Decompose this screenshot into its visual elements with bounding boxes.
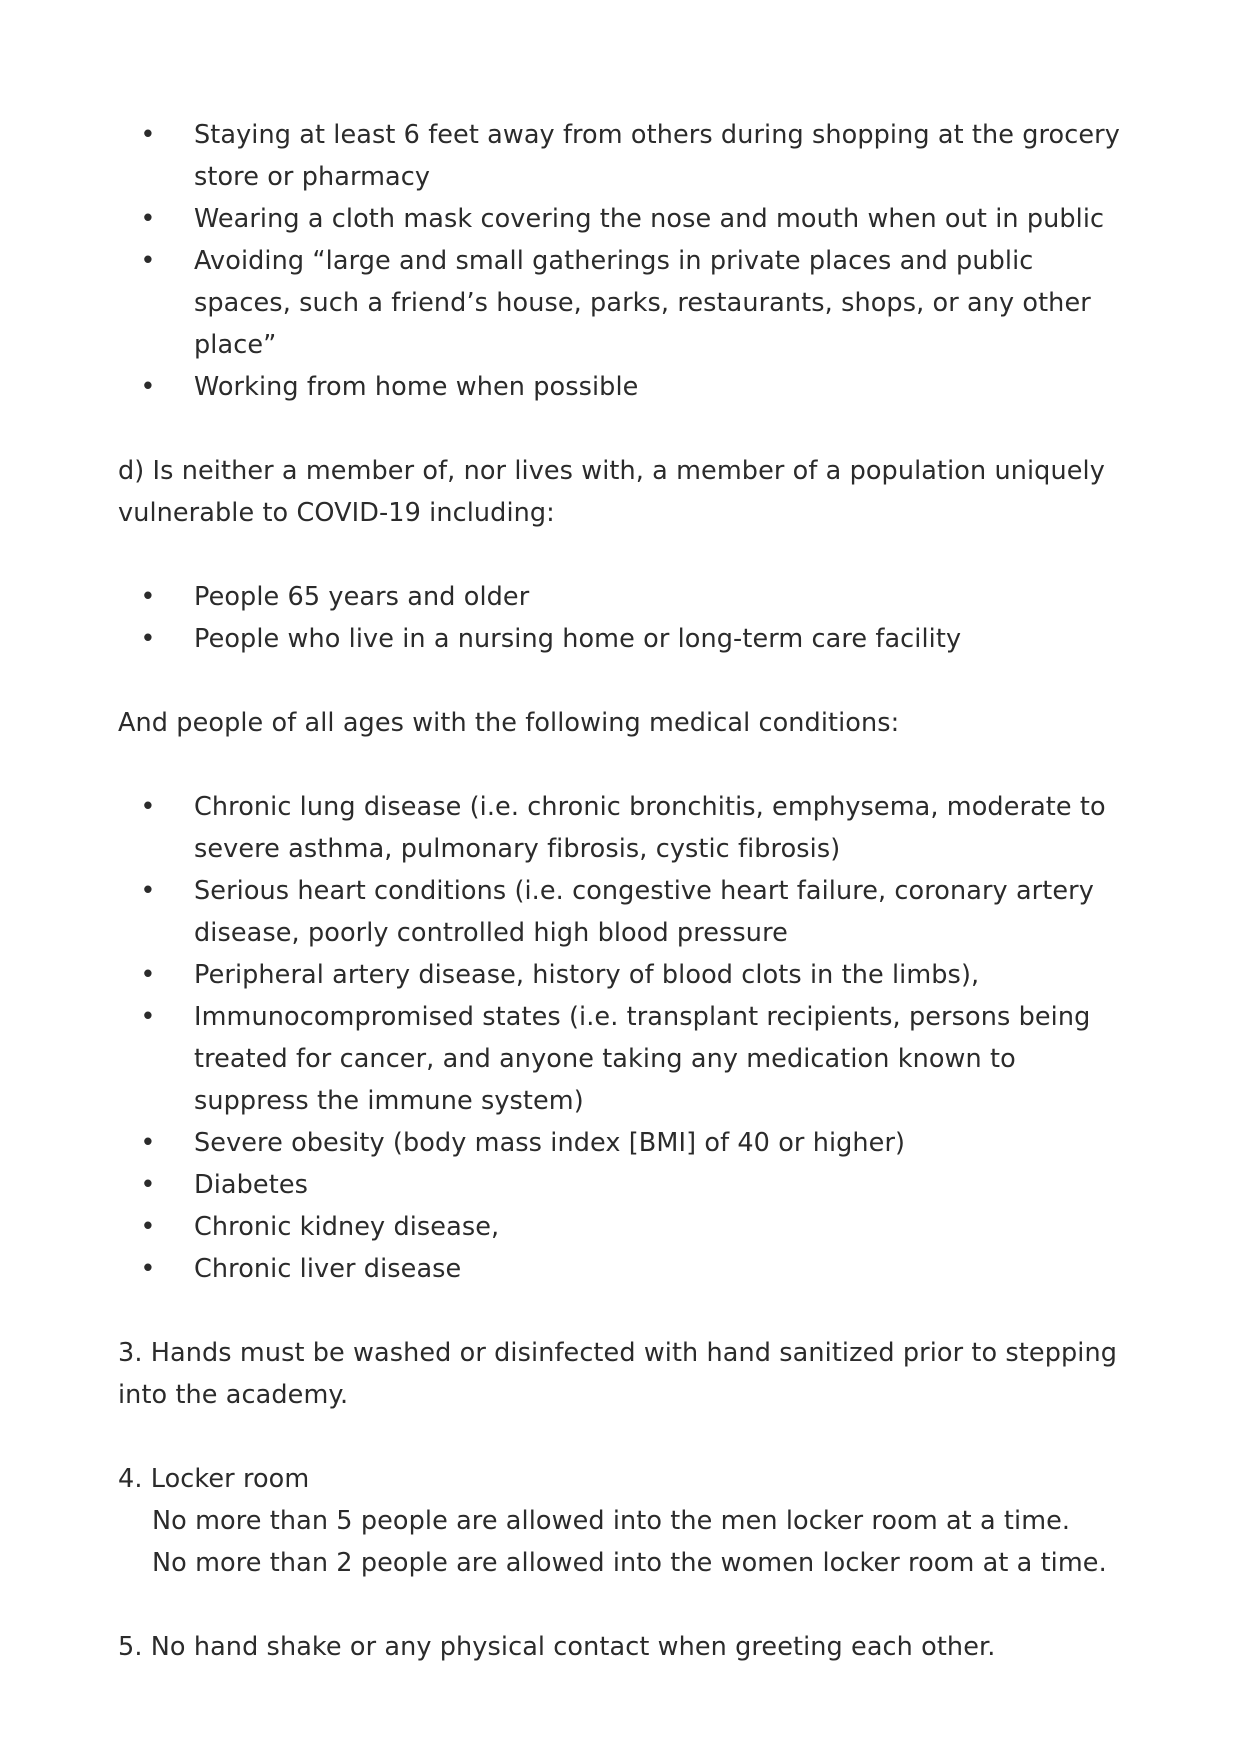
bullet-icon: • <box>140 1254 156 1284</box>
list-item-text: Immunocompromised states (i.e. transplant recipients, persons being treated for cancer, and anyone taking any medication known to suppress the immune system) <box>194 1002 1091 1116</box>
vulnerable-population-list <box>118 576 1128 660</box>
list-item <box>118 1164 1128 1206</box>
list-item <box>118 1248 1128 1290</box>
list-item <box>118 366 1128 408</box>
bullet-icon: • <box>140 582 156 612</box>
bullet-icon: • <box>140 204 156 234</box>
list-item-text: Diabetes <box>194 1170 308 1200</box>
list-item-text: Chronic kidney disease, <box>194 1212 500 1242</box>
paragraph-3-hand-sanitizing: 3. Hands must be washed or disinfected with hand sanitized prior to stepping into the academy. <box>118 1338 1117 1410</box>
bullet-icon: • <box>140 1212 156 1242</box>
bullet-icon: • <box>140 1128 156 1158</box>
locker-room-women-rule: No more than 2 people are allowed into the women locker room at a time. <box>152 1548 1107 1578</box>
paragraph-d: d) Is neither a member of, nor lives with, a member of a population uniquely vulnerable to COVID-19 including: <box>118 456 1105 528</box>
list-item-text: Chronic lung disease (i.e. chronic bronchitis, emphysema, moderate to severe asthma, pulmonary fibrosis, cystic fibrosis) <box>194 792 1106 864</box>
bullet-icon: • <box>140 624 156 654</box>
paragraph-5-no-contact: 5. No hand shake or any physical contact when greeting each other. <box>118 1632 996 1662</box>
bullet-icon: • <box>140 120 156 150</box>
paragraph-conditions: And people of all ages with the following medical conditions: <box>118 708 900 738</box>
list-item-text: People 65 years and older <box>194 582 530 612</box>
medical-conditions-list <box>118 786 1128 1290</box>
list-item-text: Chronic liver disease <box>194 1254 462 1284</box>
list-item <box>118 576 1128 618</box>
bullet-icon: • <box>140 372 156 402</box>
bullet-icon: • <box>140 1170 156 1200</box>
list-item-text: Staying at least 6 feet away from others during shopping at the grocery store or pharmacy <box>194 120 1120 192</box>
list-item <box>118 786 1128 870</box>
list-item-text: Peripheral artery disease, history of blood clots in the limbs), <box>194 960 980 990</box>
list-item <box>118 954 1128 996</box>
bullet-icon: • <box>140 792 156 822</box>
list-item <box>118 1122 1128 1164</box>
list-item <box>118 618 1128 660</box>
bullet-icon: • <box>140 876 156 906</box>
list-item <box>118 114 1128 198</box>
bullet-icon: • <box>140 960 156 990</box>
locker-room-heading: 4. Locker room <box>118 1464 310 1494</box>
distancing-list <box>118 114 1128 408</box>
list-item <box>118 198 1128 240</box>
list-item-text: Wearing a cloth mask covering the nose and mouth when out in public <box>194 204 1105 234</box>
list-item-text: Working from home when possible <box>194 372 639 402</box>
list-item <box>118 1206 1128 1248</box>
list-item-text: People who live in a nursing home or long-term care facility <box>194 624 962 654</box>
bullet-icon: • <box>140 1002 156 1032</box>
list-item-text: Avoiding “large and small gatherings in private places and public spaces, such a friend’s house, parks, restaurants, shops, or any other place” <box>194 246 1091 360</box>
bullet-icon: • <box>140 246 156 276</box>
list-item-text: Severe obesity (body mass index [BMI] of 40 or higher) <box>194 1128 906 1158</box>
list-item <box>118 870 1128 954</box>
list-item-text: Serious heart conditions (i.e. congestive heart failure, coronary artery disease, poorly controlled high blood pressure <box>194 876 1094 948</box>
locker-room-men-rule: No more than 5 people are allowed into the men locker room at a time. <box>152 1506 1071 1536</box>
list-item <box>118 240 1128 366</box>
list-item <box>118 996 1128 1122</box>
document-content <box>118 114 1128 1668</box>
